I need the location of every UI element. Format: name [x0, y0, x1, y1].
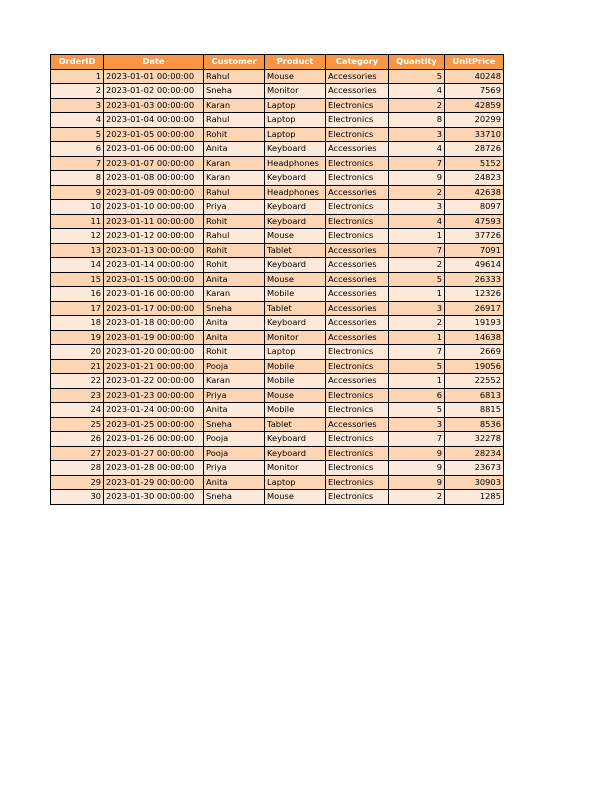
header-unitprice: UnitPrice [445, 55, 504, 70]
cell-unitprice: 14638 [445, 330, 504, 345]
cell-date: 2023-01-25 00:00:00 [104, 417, 204, 432]
cell-quantity: 5 [389, 69, 445, 84]
cell-date: 2023-01-04 00:00:00 [104, 113, 204, 128]
cell-unitprice: 8536 [445, 417, 504, 432]
cell-date: 2023-01-12 00:00:00 [104, 229, 204, 244]
cell-product: Monitor [265, 330, 326, 345]
cell-quantity: 7 [389, 432, 445, 447]
cell-date: 2023-01-17 00:00:00 [104, 301, 204, 316]
table-row [51, 113, 504, 128]
cell-date: 2023-01-30 00:00:00 [104, 490, 204, 505]
cell-unitprice: 40248 [445, 69, 504, 84]
cell-date: 2023-01-22 00:00:00 [104, 374, 204, 389]
table-row [51, 432, 504, 447]
cell-category: Electronics [326, 214, 389, 229]
cell-category: Accessories [326, 258, 389, 273]
cell-unitprice: 42859 [445, 98, 504, 113]
cell-orderid: 27 [51, 446, 104, 461]
cell-category: Accessories [326, 272, 389, 287]
cell-date: 2023-01-09 00:00:00 [104, 185, 204, 200]
cell-orderid: 18 [51, 316, 104, 331]
cell-customer: Priya [204, 200, 265, 215]
cell-customer: Priya [204, 461, 265, 476]
cell-customer: Sneha [204, 84, 265, 99]
cell-date: 2023-01-07 00:00:00 [104, 156, 204, 171]
cell-customer: Anita [204, 403, 265, 418]
cell-customer: Rohit [204, 243, 265, 258]
cell-customer: Anita [204, 316, 265, 331]
cell-customer: Rahul [204, 69, 265, 84]
cell-unitprice: 32278 [445, 432, 504, 447]
table-row [51, 461, 504, 476]
cell-customer: Rohit [204, 258, 265, 273]
cell-date: 2023-01-19 00:00:00 [104, 330, 204, 345]
cell-category: Accessories [326, 69, 389, 84]
table-row [51, 214, 504, 229]
cell-quantity: 4 [389, 142, 445, 157]
cell-orderid: 16 [51, 287, 104, 302]
cell-category: Electronics [326, 98, 389, 113]
cell-orderid: 7 [51, 156, 104, 171]
cell-quantity: 9 [389, 171, 445, 186]
cell-date: 2023-01-26 00:00:00 [104, 432, 204, 447]
table-row [51, 142, 504, 157]
cell-customer: Sneha [204, 301, 265, 316]
cell-orderid: 2 [51, 84, 104, 99]
table-row [51, 98, 504, 113]
cell-product: Laptop [265, 113, 326, 128]
cell-quantity: 9 [389, 475, 445, 490]
cell-product: Mouse [265, 69, 326, 84]
cell-orderid: 25 [51, 417, 104, 432]
table-row [51, 316, 504, 331]
cell-customer: Karan [204, 156, 265, 171]
cell-unitprice: 23673 [445, 461, 504, 476]
table-row [51, 330, 504, 345]
cell-orderid: 15 [51, 272, 104, 287]
cell-product: Keyboard [265, 432, 326, 447]
cell-product: Headphones [265, 185, 326, 200]
cell-customer: Anita [204, 272, 265, 287]
cell-quantity: 2 [389, 316, 445, 331]
cell-quantity: 1 [389, 229, 445, 244]
cell-orderid: 12 [51, 229, 104, 244]
cell-unitprice: 19056 [445, 359, 504, 374]
table-row [51, 69, 504, 84]
cell-orderid: 1 [51, 69, 104, 84]
cell-customer: Karan [204, 98, 265, 113]
cell-product: Keyboard [265, 142, 326, 157]
cell-orderid: 5 [51, 127, 104, 142]
cell-orderid: 19 [51, 330, 104, 345]
cell-date: 2023-01-14 00:00:00 [104, 258, 204, 273]
cell-customer: Anita [204, 330, 265, 345]
cell-unitprice: 2669 [445, 345, 504, 360]
cell-product: Keyboard [265, 446, 326, 461]
cell-category: Electronics [326, 461, 389, 476]
table-row [51, 475, 504, 490]
cell-product: Keyboard [265, 171, 326, 186]
cell-quantity: 3 [389, 127, 445, 142]
table-row [51, 374, 504, 389]
cell-unitprice: 12326 [445, 287, 504, 302]
cell-product: Mouse [265, 388, 326, 403]
cell-product: Laptop [265, 475, 326, 490]
cell-orderid: 8 [51, 171, 104, 186]
table-row [51, 171, 504, 186]
cell-orderid: 24 [51, 403, 104, 418]
cell-orderid: 4 [51, 113, 104, 128]
cell-category: Accessories [326, 84, 389, 99]
cell-quantity: 1 [389, 330, 445, 345]
header-row [51, 55, 504, 70]
cell-date: 2023-01-27 00:00:00 [104, 446, 204, 461]
table-row [51, 258, 504, 273]
cell-quantity: 8 [389, 113, 445, 128]
cell-product: Mobile [265, 403, 326, 418]
cell-product: Laptop [265, 127, 326, 142]
cell-product: Monitor [265, 461, 326, 476]
cell-quantity: 9 [389, 461, 445, 476]
cell-category: Electronics [326, 432, 389, 447]
table-row [51, 156, 504, 171]
cell-date: 2023-01-23 00:00:00 [104, 388, 204, 403]
cell-category: Electronics [326, 345, 389, 360]
table-row [51, 243, 504, 258]
cell-customer: Rohit [204, 345, 265, 360]
cell-category: Electronics [326, 359, 389, 374]
orders-table [50, 54, 504, 505]
cell-unitprice: 8097 [445, 200, 504, 215]
cell-category: Accessories [326, 142, 389, 157]
table-row [51, 359, 504, 374]
cell-product: Tablet [265, 301, 326, 316]
cell-orderid: 13 [51, 243, 104, 258]
cell-product: Keyboard [265, 200, 326, 215]
cell-quantity: 5 [389, 403, 445, 418]
cell-category: Accessories [326, 330, 389, 345]
cell-date: 2023-01-01 00:00:00 [104, 69, 204, 84]
table-row [51, 490, 504, 505]
cell-date: 2023-01-13 00:00:00 [104, 243, 204, 258]
cell-unitprice: 6813 [445, 388, 504, 403]
cell-date: 2023-01-02 00:00:00 [104, 84, 204, 99]
cell-orderid: 30 [51, 490, 104, 505]
table-row [51, 403, 504, 418]
cell-customer: Rahul [204, 229, 265, 244]
cell-unitprice: 26333 [445, 272, 504, 287]
cell-product: Mobile [265, 359, 326, 374]
cell-customer: Pooja [204, 432, 265, 447]
cell-orderid: 29 [51, 475, 104, 490]
cell-product: Laptop [265, 98, 326, 113]
table-row [51, 301, 504, 316]
cell-quantity: 7 [389, 243, 445, 258]
cell-customer: Pooja [204, 359, 265, 374]
cell-unitprice: 19193 [445, 316, 504, 331]
table-row [51, 446, 504, 461]
table-row [51, 185, 504, 200]
cell-quantity: 6 [389, 388, 445, 403]
cell-unitprice: 20299 [445, 113, 504, 128]
cell-quantity: 3 [389, 417, 445, 432]
cell-quantity: 2 [389, 258, 445, 273]
cell-category: Electronics [326, 475, 389, 490]
cell-product: Tablet [265, 417, 326, 432]
cell-orderid: 21 [51, 359, 104, 374]
cell-customer: Priya [204, 388, 265, 403]
table-row [51, 84, 504, 99]
cell-category: Electronics [326, 127, 389, 142]
cell-quantity: 9 [389, 446, 445, 461]
cell-product: Mobile [265, 374, 326, 389]
cell-orderid: 11 [51, 214, 104, 229]
cell-date: 2023-01-20 00:00:00 [104, 345, 204, 360]
cell-product: Keyboard [265, 258, 326, 273]
cell-category: Accessories [326, 417, 389, 432]
cell-quantity: 7 [389, 156, 445, 171]
cell-date: 2023-01-08 00:00:00 [104, 171, 204, 186]
cell-unitprice: 28726 [445, 142, 504, 157]
cell-quantity: 1 [389, 287, 445, 302]
cell-orderid: 9 [51, 185, 104, 200]
cell-unitprice: 42638 [445, 185, 504, 200]
cell-orderid: 20 [51, 345, 104, 360]
header-category: Category [326, 55, 389, 70]
cell-category: Accessories [326, 374, 389, 389]
cell-customer: Pooja [204, 446, 265, 461]
cell-unitprice: 28234 [445, 446, 504, 461]
header-orderid: OrderID [51, 55, 104, 70]
table-row [51, 417, 504, 432]
cell-unitprice: 1285 [445, 490, 504, 505]
cell-category: Accessories [326, 287, 389, 302]
cell-category: Electronics [326, 446, 389, 461]
cell-orderid: 28 [51, 461, 104, 476]
cell-orderid: 17 [51, 301, 104, 316]
table-row [51, 287, 504, 302]
cell-unitprice: 22552 [445, 374, 504, 389]
cell-orderid: 10 [51, 200, 104, 215]
cell-category: Accessories [326, 243, 389, 258]
cell-customer: Rahul [204, 113, 265, 128]
cell-customer: Rohit [204, 127, 265, 142]
cell-unitprice: 37726 [445, 229, 504, 244]
cell-unitprice: 7569 [445, 84, 504, 99]
cell-date: 2023-01-18 00:00:00 [104, 316, 204, 331]
cell-quantity: 7 [389, 345, 445, 360]
cell-product: Mouse [265, 490, 326, 505]
cell-customer: Karan [204, 374, 265, 389]
cell-date: 2023-01-03 00:00:00 [104, 98, 204, 113]
cell-customer: Karan [204, 287, 265, 302]
cell-product: Laptop [265, 345, 326, 360]
cell-customer: Sneha [204, 417, 265, 432]
cell-orderid: 14 [51, 258, 104, 273]
cell-category: Accessories [326, 185, 389, 200]
cell-unitprice: 24823 [445, 171, 504, 186]
cell-quantity: 5 [389, 359, 445, 374]
cell-quantity: 3 [389, 200, 445, 215]
cell-date: 2023-01-24 00:00:00 [104, 403, 204, 418]
cell-category: Electronics [326, 388, 389, 403]
cell-category: Accessories [326, 316, 389, 331]
cell-date: 2023-01-15 00:00:00 [104, 272, 204, 287]
cell-date: 2023-01-16 00:00:00 [104, 287, 204, 302]
cell-orderid: 22 [51, 374, 104, 389]
cell-date: 2023-01-05 00:00:00 [104, 127, 204, 142]
cell-product: Headphones [265, 156, 326, 171]
cell-quantity: 4 [389, 214, 445, 229]
header-date: Date [104, 55, 204, 70]
cell-category: Accessories [326, 301, 389, 316]
cell-customer: Anita [204, 142, 265, 157]
table-row [51, 200, 504, 215]
table-body [51, 69, 504, 504]
cell-orderid: 26 [51, 432, 104, 447]
table-row [51, 272, 504, 287]
cell-customer: Karan [204, 171, 265, 186]
cell-product: Mouse [265, 272, 326, 287]
cell-category: Electronics [326, 200, 389, 215]
cell-unitprice: 5152 [445, 156, 504, 171]
cell-date: 2023-01-11 00:00:00 [104, 214, 204, 229]
cell-customer: Rahul [204, 185, 265, 200]
cell-orderid: 6 [51, 142, 104, 157]
cell-category: Electronics [326, 171, 389, 186]
cell-quantity: 4 [389, 84, 445, 99]
header-product: Product [265, 55, 326, 70]
cell-date: 2023-01-21 00:00:00 [104, 359, 204, 374]
cell-quantity: 5 [389, 272, 445, 287]
cell-product: Monitor [265, 84, 326, 99]
cell-unitprice: 47593 [445, 214, 504, 229]
cell-quantity: 2 [389, 185, 445, 200]
cell-product: Mobile [265, 287, 326, 302]
cell-customer: Anita [204, 475, 265, 490]
cell-product: Keyboard [265, 214, 326, 229]
cell-unitprice: 49614 [445, 258, 504, 273]
table-row [51, 345, 504, 360]
cell-product: Tablet [265, 243, 326, 258]
cell-category: Electronics [326, 156, 389, 171]
table-row [51, 388, 504, 403]
cell-unitprice: 30903 [445, 475, 504, 490]
cell-orderid: 23 [51, 388, 104, 403]
cell-customer: Sneha [204, 490, 265, 505]
header-quantity: Quantity [389, 55, 445, 70]
cell-unitprice: 26917 [445, 301, 504, 316]
cell-product: Keyboard [265, 316, 326, 331]
cell-orderid: 3 [51, 98, 104, 113]
header-customer: Customer [204, 55, 265, 70]
cell-quantity: 2 [389, 98, 445, 113]
cell-category: Electronics [326, 403, 389, 418]
cell-product: Mouse [265, 229, 326, 244]
cell-customer: Rohit [204, 214, 265, 229]
cell-quantity: 2 [389, 490, 445, 505]
cell-unitprice: 7091 [445, 243, 504, 258]
cell-unitprice: 8815 [445, 403, 504, 418]
cell-quantity: 3 [389, 301, 445, 316]
cell-date: 2023-01-29 00:00:00 [104, 475, 204, 490]
table-row [51, 229, 504, 244]
cell-category: Electronics [326, 490, 389, 505]
cell-category: Electronics [326, 229, 389, 244]
cell-date: 2023-01-06 00:00:00 [104, 142, 204, 157]
cell-date: 2023-01-28 00:00:00 [104, 461, 204, 476]
table-row [51, 127, 504, 142]
cell-category: Electronics [326, 113, 389, 128]
cell-unitprice: 33710 [445, 127, 504, 142]
cell-date: 2023-01-10 00:00:00 [104, 200, 204, 215]
cell-quantity: 1 [389, 374, 445, 389]
